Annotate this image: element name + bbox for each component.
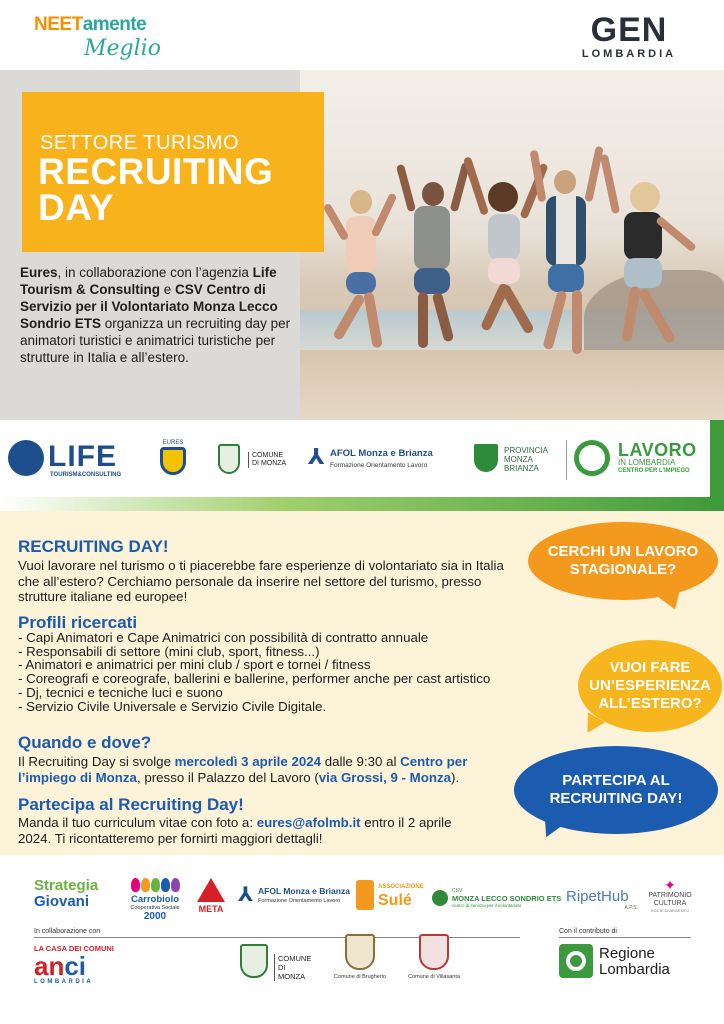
green-edge xyxy=(710,420,724,510)
section-title-profili: Profili ricercati xyxy=(18,613,138,632)
gen-logo-text: GEN xyxy=(590,11,668,49)
meta-logo: META xyxy=(194,878,228,914)
csv-icon xyxy=(432,890,448,906)
list-item: - Servizio Civile Universale e Servizio Civile Digitale. xyxy=(18,698,327,714)
list-item: - Responsabili di settore (mini club, sport, fitness...) xyxy=(18,643,320,659)
list-item: - Animatori e animatrici per mini club / sport e tornei / fitness xyxy=(18,657,371,673)
comune-brugherio-logo: Comune di Brugherio xyxy=(330,934,390,980)
collab-label: In collaborazione con xyxy=(34,928,101,935)
hero-intro: Eures, in collaborazione con l’agenzia Life Tourism & Consulting e CSV Centro di Servizio per il Volontariato Monza Lecco Sondrio ETS organizza un recruiting day per animatori turistici e animatrici turistiche per strutture in Italia e all’estero. xyxy=(20,265,291,365)
afol-icon: ⅄ xyxy=(238,884,254,906)
contrib-label: Con il contributo di xyxy=(559,928,617,935)
villasanta-crest-icon xyxy=(419,934,449,970)
bubble-esperienza-estero: VUOI FARE UN’ESPERIENZA ALL’ESTERO? xyxy=(578,640,722,732)
list-item: - Coreografi e coreografe, ballerini e ballerine, performer anche per cast artistico xyxy=(18,671,491,687)
person-5 xyxy=(596,154,692,404)
list-item: - Capi Animatori e Cape Animatrici con possibilità di contratto annuale xyxy=(18,630,429,645)
monza-crest-icon xyxy=(240,944,268,978)
person-2 xyxy=(400,162,470,392)
section-title-quando: Quando e dove? xyxy=(18,733,152,752)
profiles-list xyxy=(18,631,558,713)
monza-crest-icon xyxy=(218,444,240,474)
comune-monza-logo: COMUNE DI MONZA xyxy=(218,444,288,478)
ripethub-logo: RipetHub A.P.S. xyxy=(566,888,638,911)
hero-title-line2: DAY xyxy=(38,187,115,228)
person-1 xyxy=(328,182,398,412)
eures-shield-icon xyxy=(160,447,186,475)
sule-icon xyxy=(356,880,374,910)
logo-separator xyxy=(566,440,567,480)
section-text-partecipa: Manda il tuo curriculum vitae con foto a: eures@afolmb.it entro il 2 aprile 2024. Ti ricontatteremo per fornirti maggiori dettagli! xyxy=(18,815,452,846)
person-4 xyxy=(528,150,604,400)
bubble-partecipa: PARTECIPA AL RECRUITING DAY! xyxy=(514,746,718,834)
section-text-quando: Il Recruiting Day si svolge mercoledì 3 aprile 2024 dalle 9:30 al Centro per l’impiego di Monza, presso il Palazzo del Lavoro (via Grossi, 9 - Monza). xyxy=(18,754,468,785)
regione-rose-icon xyxy=(559,944,593,978)
anci-lombardia-logo: LA CASA DEI COMUNI anci LOMBARDIA xyxy=(34,944,114,985)
life-globe-icon xyxy=(8,440,44,476)
provincia-logo: PROVINCIA MONZA BRIANZA xyxy=(474,442,564,478)
patrimonio-icon: ✦ xyxy=(664,877,676,893)
brugherio-crest-icon xyxy=(345,934,375,970)
green-divider xyxy=(0,497,724,511)
afol-icon: ⅄ xyxy=(308,444,325,469)
eures-logo: EURES xyxy=(156,440,190,478)
hero-title-line1: RECRUITING xyxy=(38,151,274,192)
carrobiolo-logo: Carrobiolo Cooperativa Sociale 2000 xyxy=(126,878,184,922)
lavoro-ring-icon xyxy=(574,440,610,476)
beach-jump-photo xyxy=(300,70,724,420)
neetamente-meglio-logo xyxy=(34,10,164,66)
comune-villasanta-logo: Comune di Villasanta xyxy=(404,934,464,980)
lavoro-lombardia-logo: LAVORO IN LOMBARDIA CENTRO PER L’IMPIEGO xyxy=(574,438,704,480)
logo-meglio-text: Meglio xyxy=(84,36,161,61)
section-text-recruiting: Vuoi lavorare nel turismo o ti piacerebbe fare esperienze di volontariato sia in Italia che all’estero? Cerchiamo personale da inserire nel settore del turismo, presso strutture italiane ed europee! xyxy=(18,558,504,604)
carrobiolo-icon xyxy=(126,878,184,894)
gen-logo-sub: LOMBARDIA xyxy=(581,48,677,60)
contrib-divider xyxy=(559,937,691,938)
section-title-recruiting: RECRUITING DAY! xyxy=(18,537,169,556)
afol-logo: ⅄ AFOL Monza e Brianza Formazione Orientamento Lavoro xyxy=(308,444,433,469)
patrimonio-cultura-logo: ✦ PATRIMONIO CULTURA SOCIE DI ARGENTO xyxy=(642,878,698,913)
gen-lombardia-logo xyxy=(574,12,684,64)
header xyxy=(0,0,724,70)
title-box xyxy=(22,92,324,252)
life-tourism-logo: LIFE TOURISM&CONSULTING xyxy=(8,440,138,480)
section-title-partecipa: Partecipa al Recruiting Day! xyxy=(18,795,244,814)
email-link[interactable]: eures@afolmb.it xyxy=(256,815,361,830)
hero-section xyxy=(0,70,724,420)
logo-neet-text: NEET xyxy=(34,14,83,35)
hero-subtitle: SETTORE TURISMO xyxy=(40,132,240,154)
logo-amente-text: amente xyxy=(82,14,147,35)
list-item: - Dj, tecnici e tecniche luci e suono xyxy=(18,684,223,700)
meta-triangle-icon xyxy=(197,878,225,902)
hero-title xyxy=(38,151,274,228)
provincia-shield-icon xyxy=(474,444,498,472)
bubble-lavoro-stagionale: CERCHI UN LAVORO STAGIONALE? xyxy=(528,522,718,600)
strategia-giovani-logo: Strategia Giovani xyxy=(34,877,99,910)
